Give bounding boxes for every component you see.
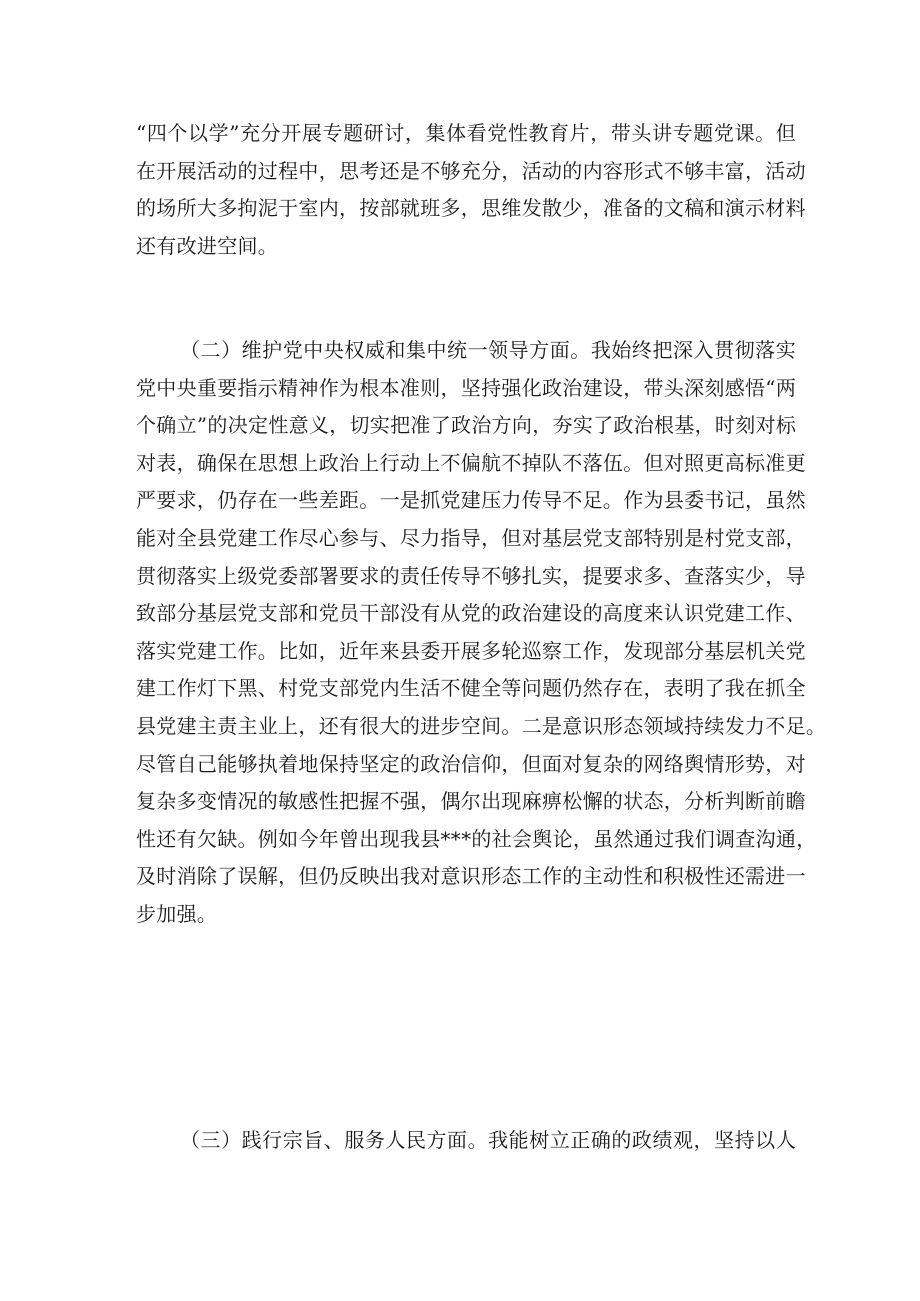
paragraph-line: “四个以学”充分开展专题研讨，集体看党性教育片，带头讲专题党课。但: [136, 121, 796, 145]
paragraph-line: 严要求，仍存在一些差距。一是抓党建压力传导不足。作为县委书记，虽然: [136, 488, 806, 513]
paragraph-line: 能对全县党建工作尽心参与、尽力指导，但对基层党支部特别是村党支部，: [136, 525, 806, 550]
paragraph-line: 县党建主责主业上，还有很大的进步空间。二是意识形态领域持续发力不足。: [136, 713, 827, 738]
paragraph-line: 尽管自己能够执着地保持坚定的政治信仰，但面对复杂的网络舆情形势，对: [136, 751, 806, 776]
paragraph-line: （二）维护党中央权威和集中统一领导方面。我始终把深入贯彻落实: [180, 338, 796, 362]
paragraph-line: 的场所大多拘泥于室内，按部就班多，思维发散少，准备的文稿和演示材料: [136, 196, 806, 221]
paragraph-line: 步加强。: [136, 901, 218, 926]
paragraph-line: 复杂多变情况的敏感性把握不强，偶尔出现麻痹松懈的状态，分析判断前瞻: [136, 789, 806, 814]
paragraph-line: 建工作灯下黑、村党支部党内生活不健全等问题仍然存在，表明了我在抓全: [136, 676, 806, 701]
paragraph-3: [136, 1122, 796, 1160]
paragraph-line: （三）践行宗旨、服务人民方面。我能树立正确的政绩观，坚持以人: [180, 1128, 796, 1152]
paragraph-1: [136, 115, 806, 265]
paragraph-line: 还有改进空间。: [136, 233, 279, 258]
paragraph-line: 在开展活动的过程中，思考还是不够充分，活动的内容形式不够丰富，活动: [136, 158, 806, 183]
paragraph-line: 个确立”的决定性意义，切实把准了政治方向，夯实了政治根基，时刻对标: [136, 413, 797, 438]
paragraph-line: 致部分基层党支部和党员干部没有从党的政治建设的高度来认识党建工作、: [136, 601, 806, 626]
paragraph-line: 对表，确保在思想上政治上行动上不偏航不掉队不落伍。但对照更高标准更: [136, 450, 806, 475]
paragraph-line: 及时消除了误解，但仍反映出我对意识形态工作的主动性和积极性还需进一: [136, 864, 806, 889]
paragraph-line: 落实党建工作。比如，近年来县委开展多轮巡察工作，发现部分基层机关党: [136, 638, 806, 663]
paragraph-line: 贯彻落实上级党委部署要求的责任传导不够扎实，提要求多、查落实少，导: [136, 563, 806, 588]
paragraph-line: 党中央重要指示精神作为根本准则，坚持强化政治建设，带头深刻感悟“两: [136, 375, 797, 400]
paragraph-line: 性还有欠缺。例如今年曾出现我县***的社会舆论，虽然通过我们调查沟通，: [136, 826, 817, 851]
paragraph-2: [136, 332, 827, 934]
